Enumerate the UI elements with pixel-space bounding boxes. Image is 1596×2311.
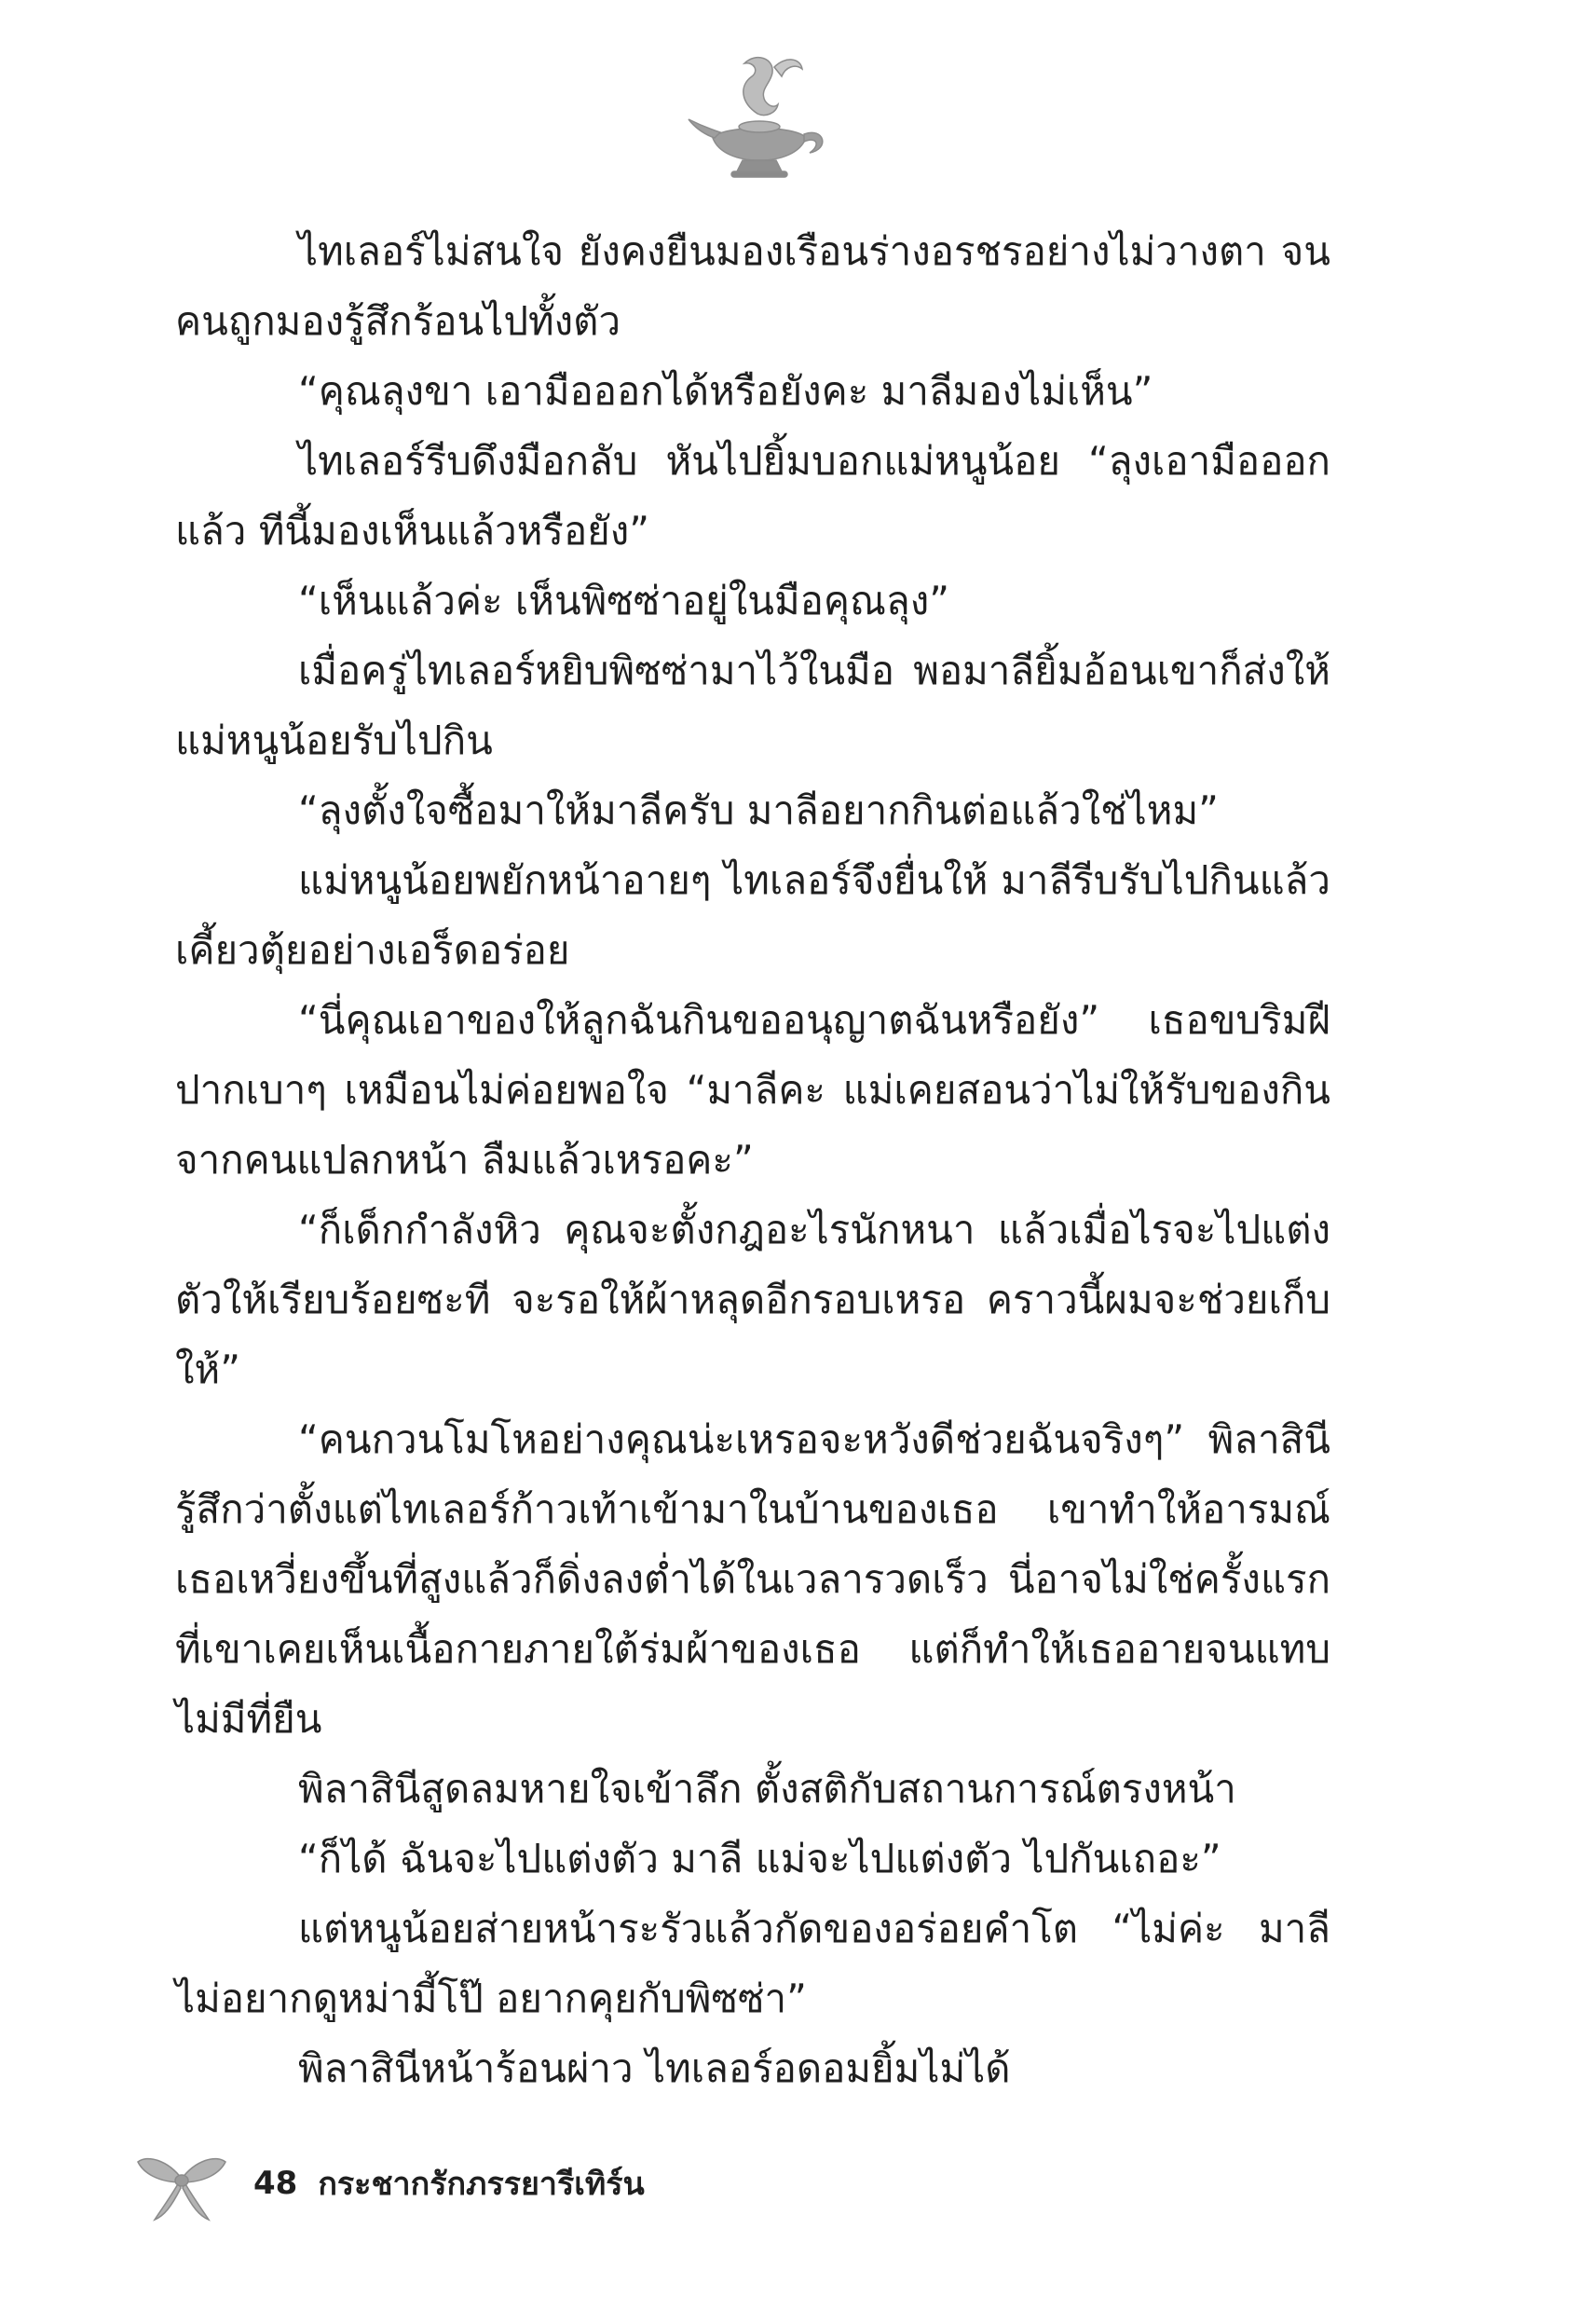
paragraph: ไทเลอร์ไม่สนใจ ยังคงยืนมองเรือนร่างอรชรอย่างไม่วางตา จนคนถูกมองรู้สึกร้อนไปทั้งตัว: [175, 228, 1330, 344]
paragraph: “นี่คุณเอาของให้ลูกฉันกินขออนุญาตฉันหรือยัง” เธอขบริมฝีปากเบาๆ เหมือนไม่ค่อยพอใจ “มาลีคะ แม่เคยสอนว่าไม่ให้รับของกินจากคนแปลกหน้า ลืมแล้วเหรอคะ”: [175, 997, 1330, 1183]
paragraph: “ก็ได้ ฉันจะไปแต่งตัว มาลี แม่จะไปแต่งตัว ไปกันเถอะ”: [298, 1836, 1221, 1881]
paragraph: แม่หนูน้อยพยักหน้าอายๆ ไทเลอร์จึงยื่นให้ มาลีรีบรับไปกินแล้วเคี้ยวตุ้ยอย่างเอร็ดอร่อย: [175, 857, 1330, 973]
ribbon-bow-icon: [130, 2141, 233, 2225]
book-title: กระชากรักภรรยารีเทิร์น: [318, 2166, 645, 2203]
paragraph: “ก็เด็กกำลังหิว คุณจะตั้งกฎอะไรนักหนา แล้วเมื่อไรจะไปแต่งตัวให้เรียบร้อยซะที จะรอให้ผ้าหลุดอีกรอบเหรอ คราวนี้ผมจะช่วยเก็บให้”: [175, 1207, 1330, 1392]
paragraph: แต่หนูน้อยส่ายหน้าระรัวแล้วกัดของอร่อยคำโต “ไม่ค่ะ มาลีไม่อยากดูหม่ามี้โป๊ อยากคุยกับพิซซ่า”: [175, 1906, 1330, 2021]
page-footer: [130, 2141, 645, 2225]
paragraph: “ลุงตั้งใจซื้อมาให้มาลีครับ มาลีอยากกินต่อแล้วใช่ไหม”: [298, 787, 1219, 833]
genie-lamp-icon: [685, 48, 834, 188]
paragraph: “คุณลุงขา เอามือออกได้หรือยังคะ มาลีมองไม่เห็น”: [298, 368, 1153, 414]
paragraph: พิลาสินีหน้าร้อนผ่าว ไทเลอร์อดอมยิ้มไม่ได้: [298, 2045, 1011, 2091]
page-body: [175, 216, 1330, 2103]
page-number: 48: [253, 2165, 298, 2202]
paragraph: ไทเลอร์รีบดึงมือกลับ หันไปยิ้มบอกแม่หนูน้อย “ลุงเอามือออกแล้ว ทีนี้มองเห็นแล้วหรือยัง”: [175, 438, 1330, 554]
paragraph: “คนกวนโมโหอย่างคุณน่ะเหรอจะหวังดีช่วยฉันจริงๆ” พิลาสินีรู้สึกว่าตั้งแต่ไทเลอร์ก้าวเท้าเข้ามาในบ้านของเธอ เขาทำให้อารมณ์เธอเหวี่ยงขึ้นที่สูงแล้วก็ดิ่งลงต่ำได้ในเวลารวดเร็ว นี่อาจไม่ใช่ครั้งแรกที่เขาเคยเห็นเนื้อกายภายใต้ร่มผ้าของเธอ แต่ก็ทำให้เธออายจนแทบไม่มีที่ยืน: [175, 1416, 1330, 1742]
paragraph: “เห็นแล้วค่ะ เห็นพิซซ่าอยู่ในมือคุณลุง”: [298, 578, 949, 623]
paragraph: พิลาสินีสูดลมหายใจเข้าลึก ตั้งสติกับสถานการณ์ตรงหน้า: [298, 1766, 1236, 1812]
paragraph: เมื่อครู่ไทเลอร์หยิบพิซซ่ามาไว้ในมือ พอมาลียิ้มอ้อนเขาก็ส่งให้แม่หนูน้อยรับไปกิน: [175, 648, 1330, 763]
